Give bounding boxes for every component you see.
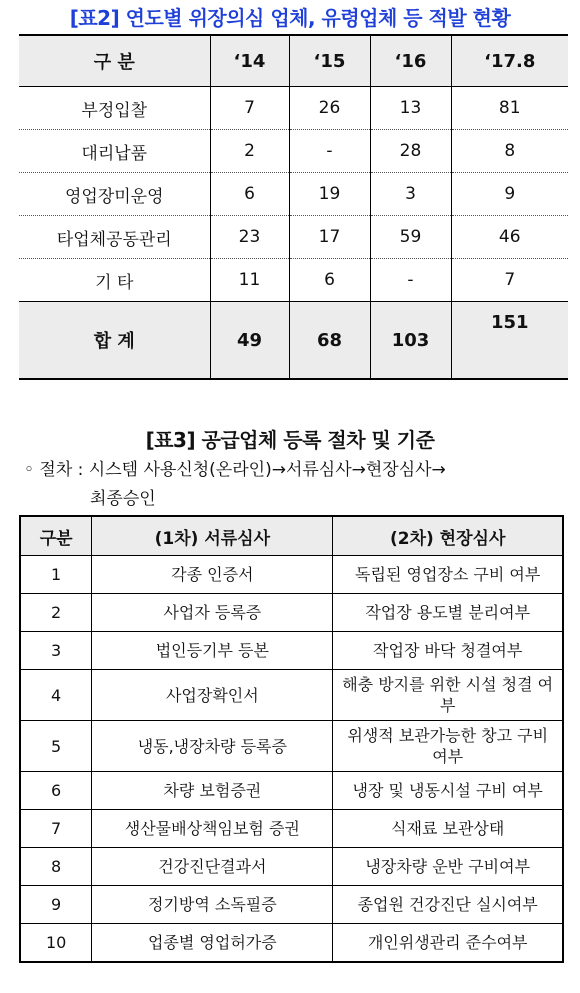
cell-value: 13 [370,87,451,130]
table-row [20,924,563,963]
cell-value: 26 [289,87,370,130]
document-item: 건강진단결과서 [92,848,333,886]
header-year: ‘16 [370,35,451,87]
row-label: 기 타 [19,259,210,302]
total-value: 151 [451,302,568,380]
detection-status-table [19,34,568,380]
cell-value: 2 [210,130,289,173]
total-value: 68 [289,302,370,380]
table-row [20,772,563,810]
table-row [20,721,563,772]
inspection-item: 냉장 및 냉동시설 구비 여부 [333,772,563,810]
table-row [19,216,568,259]
total-row [19,302,568,380]
table-row [20,886,563,924]
document-item: 각종 인증서 [92,556,333,594]
table-row [20,810,563,848]
header-year: ‘17.8 [451,35,568,87]
total-value: 103 [370,302,451,380]
table-row [20,848,563,886]
document-item: 사업자 등록증 [92,594,333,632]
header-number: 구분 [20,516,92,556]
row-label: 타업체공동관리 [19,216,210,259]
cell-value: 46 [451,216,568,259]
cell-value: 81 [451,87,568,130]
document-item: 냉동,냉장차량 등록증 [92,721,333,772]
cell-value: 6 [210,173,289,216]
cell-value: 23 [210,216,289,259]
row-number: 5 [20,721,92,772]
cell-value: 3 [370,173,451,216]
row-number: 6 [20,772,92,810]
document-item: 법인등기부 등본 [92,632,333,670]
header-site-inspection: (2차) 현장심사 [333,516,563,556]
cell-value: 11 [210,259,289,302]
table-row [19,259,568,302]
cell-value: 17 [289,216,370,259]
inspection-item: 작업장 바닥 청결여부 [333,632,563,670]
row-number: 8 [20,848,92,886]
inspection-item: 종업원 건강진단 실시여부 [333,886,563,924]
header-year: ‘15 [289,35,370,87]
table3-title: [표3] 공급업체 등록 절차 및 기준 [145,428,435,452]
header-category: 구 분 [19,35,210,87]
row-number: 7 [20,810,92,848]
row-number: 1 [20,556,92,594]
document-item: 생산물배상책임보험 증권 [92,810,333,848]
total-label: 합 계 [19,302,210,380]
cell-value: 28 [370,130,451,173]
document-item: 업종별 영업허가증 [92,924,333,963]
row-number: 10 [20,924,92,963]
inspection-item: 냉장차량 운반 구비여부 [333,848,563,886]
procedure-line: ◦ 절차 : 시스템 사용신청(온라인)→서류심사→현장심사→ [24,460,446,480]
table-row [20,594,563,632]
procedure-line: 최종승인 [90,489,156,509]
table-row [20,556,563,594]
inspection-item: 위생적 보관가능한 창고 구비 여부 [333,721,563,772]
inspection-item: 개인위생관리 준수여부 [333,924,563,963]
cell-value: 19 [289,173,370,216]
cell-value: 7 [210,87,289,130]
cell-value: 6 [289,259,370,302]
table-row [20,632,563,670]
document-item: 정기방역 소독필증 [92,886,333,924]
total-value: 49 [210,302,289,380]
row-number: 4 [20,670,92,721]
registration-criteria-table [19,515,564,963]
inspection-item: 식재료 보관상태 [333,810,563,848]
header-document-review: (1차) 서류심사 [92,516,333,556]
table-header-row [19,35,568,87]
document-item: 사업장확인서 [92,670,333,721]
table-header-row [20,516,563,556]
table-row [19,173,568,216]
cell-value: 9 [451,173,568,216]
inspection-item: 작업장 용도별 분리여부 [333,594,563,632]
row-label: 대리납품 [19,130,210,173]
inspection-item: 해충 방지를 위한 시설 청결 여부 [333,670,563,721]
inspection-item: 독립된 영업장소 구비 여부 [333,556,563,594]
row-label: 부정입찰 [19,87,210,130]
cell-value: 8 [451,130,568,173]
cell-value: 59 [370,216,451,259]
row-number: 3 [20,632,92,670]
cell-value: - [289,130,370,173]
document-item: 차량 보험증권 [92,772,333,810]
row-number: 9 [20,886,92,924]
table-row [20,670,563,721]
table-row [19,130,568,173]
header-year: ‘14 [210,35,289,87]
cell-value: - [370,259,451,302]
table-row [19,87,568,130]
row-number: 2 [20,594,92,632]
cell-value: 7 [451,259,568,302]
procedure-text [24,456,564,514]
table2-title: [표2] 연도별 위장의심 업체, 유령업체 등 적발 현황 [69,6,511,30]
row-label: 영업장미운영 [19,173,210,216]
